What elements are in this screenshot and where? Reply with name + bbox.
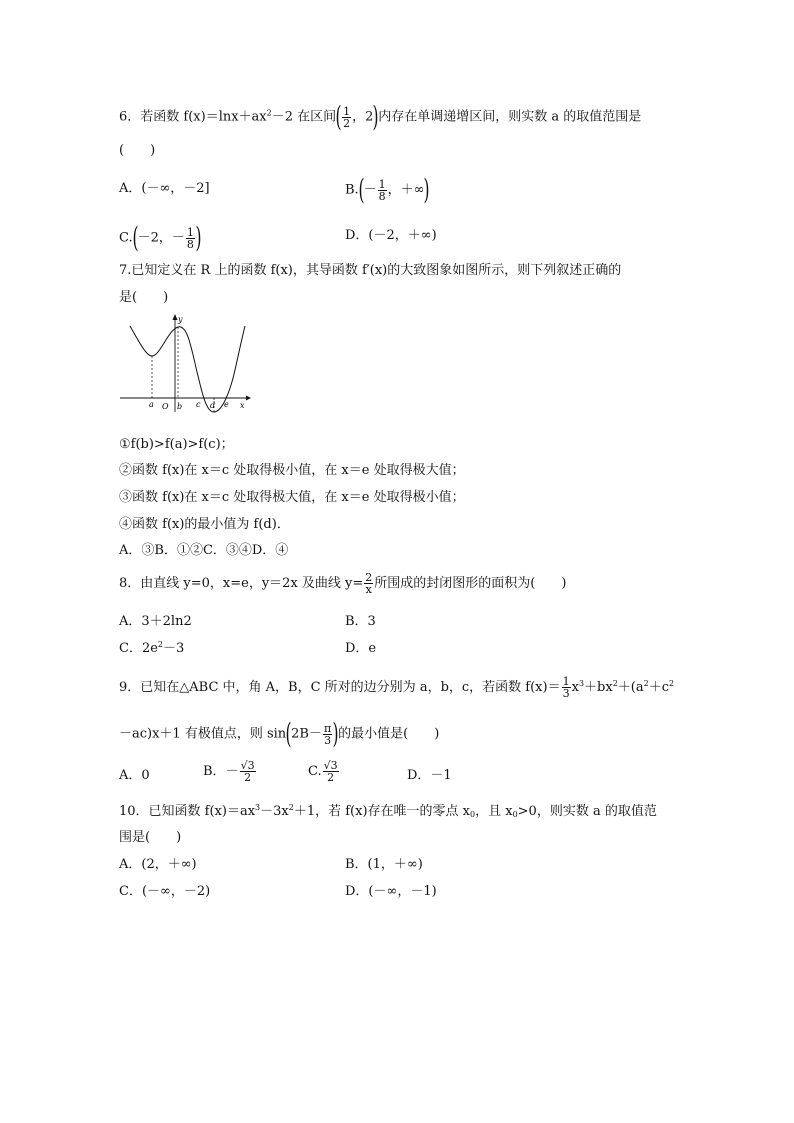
q7-stem-line1: 7.已知定义在 R 上的函数 f(x)，其导函数 f′(x)的大致图象如图所示，则下列叙述正确的 (119, 263, 622, 278)
label-o: O (162, 402, 169, 411)
q10-option-b: B．(1，＋∞) (345, 857, 423, 872)
right-paren: ) (372, 100, 379, 133)
label-b: b (177, 402, 183, 411)
q7-options: A．③B．①②C．③④D．④ (119, 543, 289, 558)
q10-option-d: D．(－∞，－1) (345, 884, 437, 899)
q6-paren: ( ) (119, 143, 156, 158)
q8-stem: 8．由直线 y=0，x=e，y＝2x 及曲线 y= $\frac{2}{x}$ 所围成的封闭图形的面积为( ) (119, 571, 567, 596)
q8-option-a: A．3＋2ln2 (119, 614, 192, 629)
label-a: a (149, 400, 154, 409)
q6-interval-fraction: $\frac{1}{2}$ (343, 104, 351, 130)
derivative-graph (118, 312, 254, 416)
label-c: c (196, 400, 201, 409)
q7-statement-2: ②函数 f(x)在 x＝c 处取得极小值，在 x＝e 处取得极大值； (119, 463, 465, 478)
q7-stem-line2: 是( ) (119, 290, 169, 305)
q6-option-b: B.(－ $\frac{1}{8}$ ，＋∞) (345, 173, 430, 206)
q10-option-c: C．(－∞，－2) (119, 884, 211, 899)
q8-option-d: D．e (345, 641, 377, 656)
left-paren: ( (335, 100, 342, 133)
q8-option-c: C．$2e^2-3$ (119, 640, 185, 656)
q7-statement-3: ③函数 f(x)在 x＝c 处取得极大值，在 x＝e 处取得极小值； (119, 490, 465, 505)
q9-c-fraction: $\frac{√3}{2}$ (323, 759, 338, 784)
q6-b-fraction: $\frac{1}{8}$ (378, 177, 386, 203)
q7-statement-1: ①f(b)>f(a)>f(c)； (119, 437, 234, 452)
q9-option-d: D．－1 (407, 768, 452, 783)
label-d: d (210, 401, 216, 410)
q7-statement-4: ④函数 f(x)的最小值为 f(d)． (119, 517, 290, 532)
x-axis-arrow (246, 396, 251, 401)
q9-fraction: $\frac{1}{3}$ (562, 675, 570, 700)
y-axis-arrow (173, 314, 178, 320)
q9-option-b: B．－ $\frac{√3}{2}$ (203, 759, 255, 784)
q9-option-a: A．0 (119, 768, 150, 783)
q10-stem-line2: 围是( ) (119, 830, 182, 845)
q6-option-a: A．(－∞，－2] (119, 181, 210, 196)
q10-stem-line1: 10．已知函数 $f(x)=ax^3-3x^2+1$，若 f(x)存在唯一的零点 $x_0$，且 $x_0>0$，则实数 a 的取值范 (119, 803, 657, 819)
label-e: e (224, 400, 229, 409)
q10-option-a: A．(2，＋∞) (119, 857, 197, 872)
q6-option-d: D．(－2，＋∞) (345, 228, 437, 243)
q8-option-b: B．3 (345, 614, 376, 629)
q6-c-fraction: $\frac{1}{8}$ (186, 225, 194, 251)
label-x: x (240, 401, 245, 410)
q9-pi-fraction: $\frac{\pi}{3}$ (323, 721, 332, 747)
q9-b-fraction: $\frac{√3}{2}$ (240, 759, 255, 784)
q6-option-c: C.(－2，－ $\frac{1}{8}$ ) (119, 221, 202, 254)
q9-stem-line2: －ac)x＋1 有极值点，则 sin(2B－ $\frac{\pi}{3}$ )的最小值是( ) (119, 717, 440, 750)
label-y: y (178, 315, 183, 324)
q9-option-c: C. $\frac{√3}{2}$ (308, 759, 338, 784)
q8-fraction: $\frac{2}{x}$ (365, 571, 373, 596)
q9-stem-line1: 9．已知在△ABC 中，角 A，B，C 所对的边分别为 a，b，c，若函数 f(x)＝ $\frac{1}{3}$ $x^3+bx^2+(a^2+c^2$ (119, 675, 675, 700)
q6-stem: 6．若函数 $f(x)=\ln x+ax^2-2$ 在区间( $\frac{1}{2}$ ，2)内存在单调递增区间，则实数 a 的取值范围是 (119, 100, 642, 133)
